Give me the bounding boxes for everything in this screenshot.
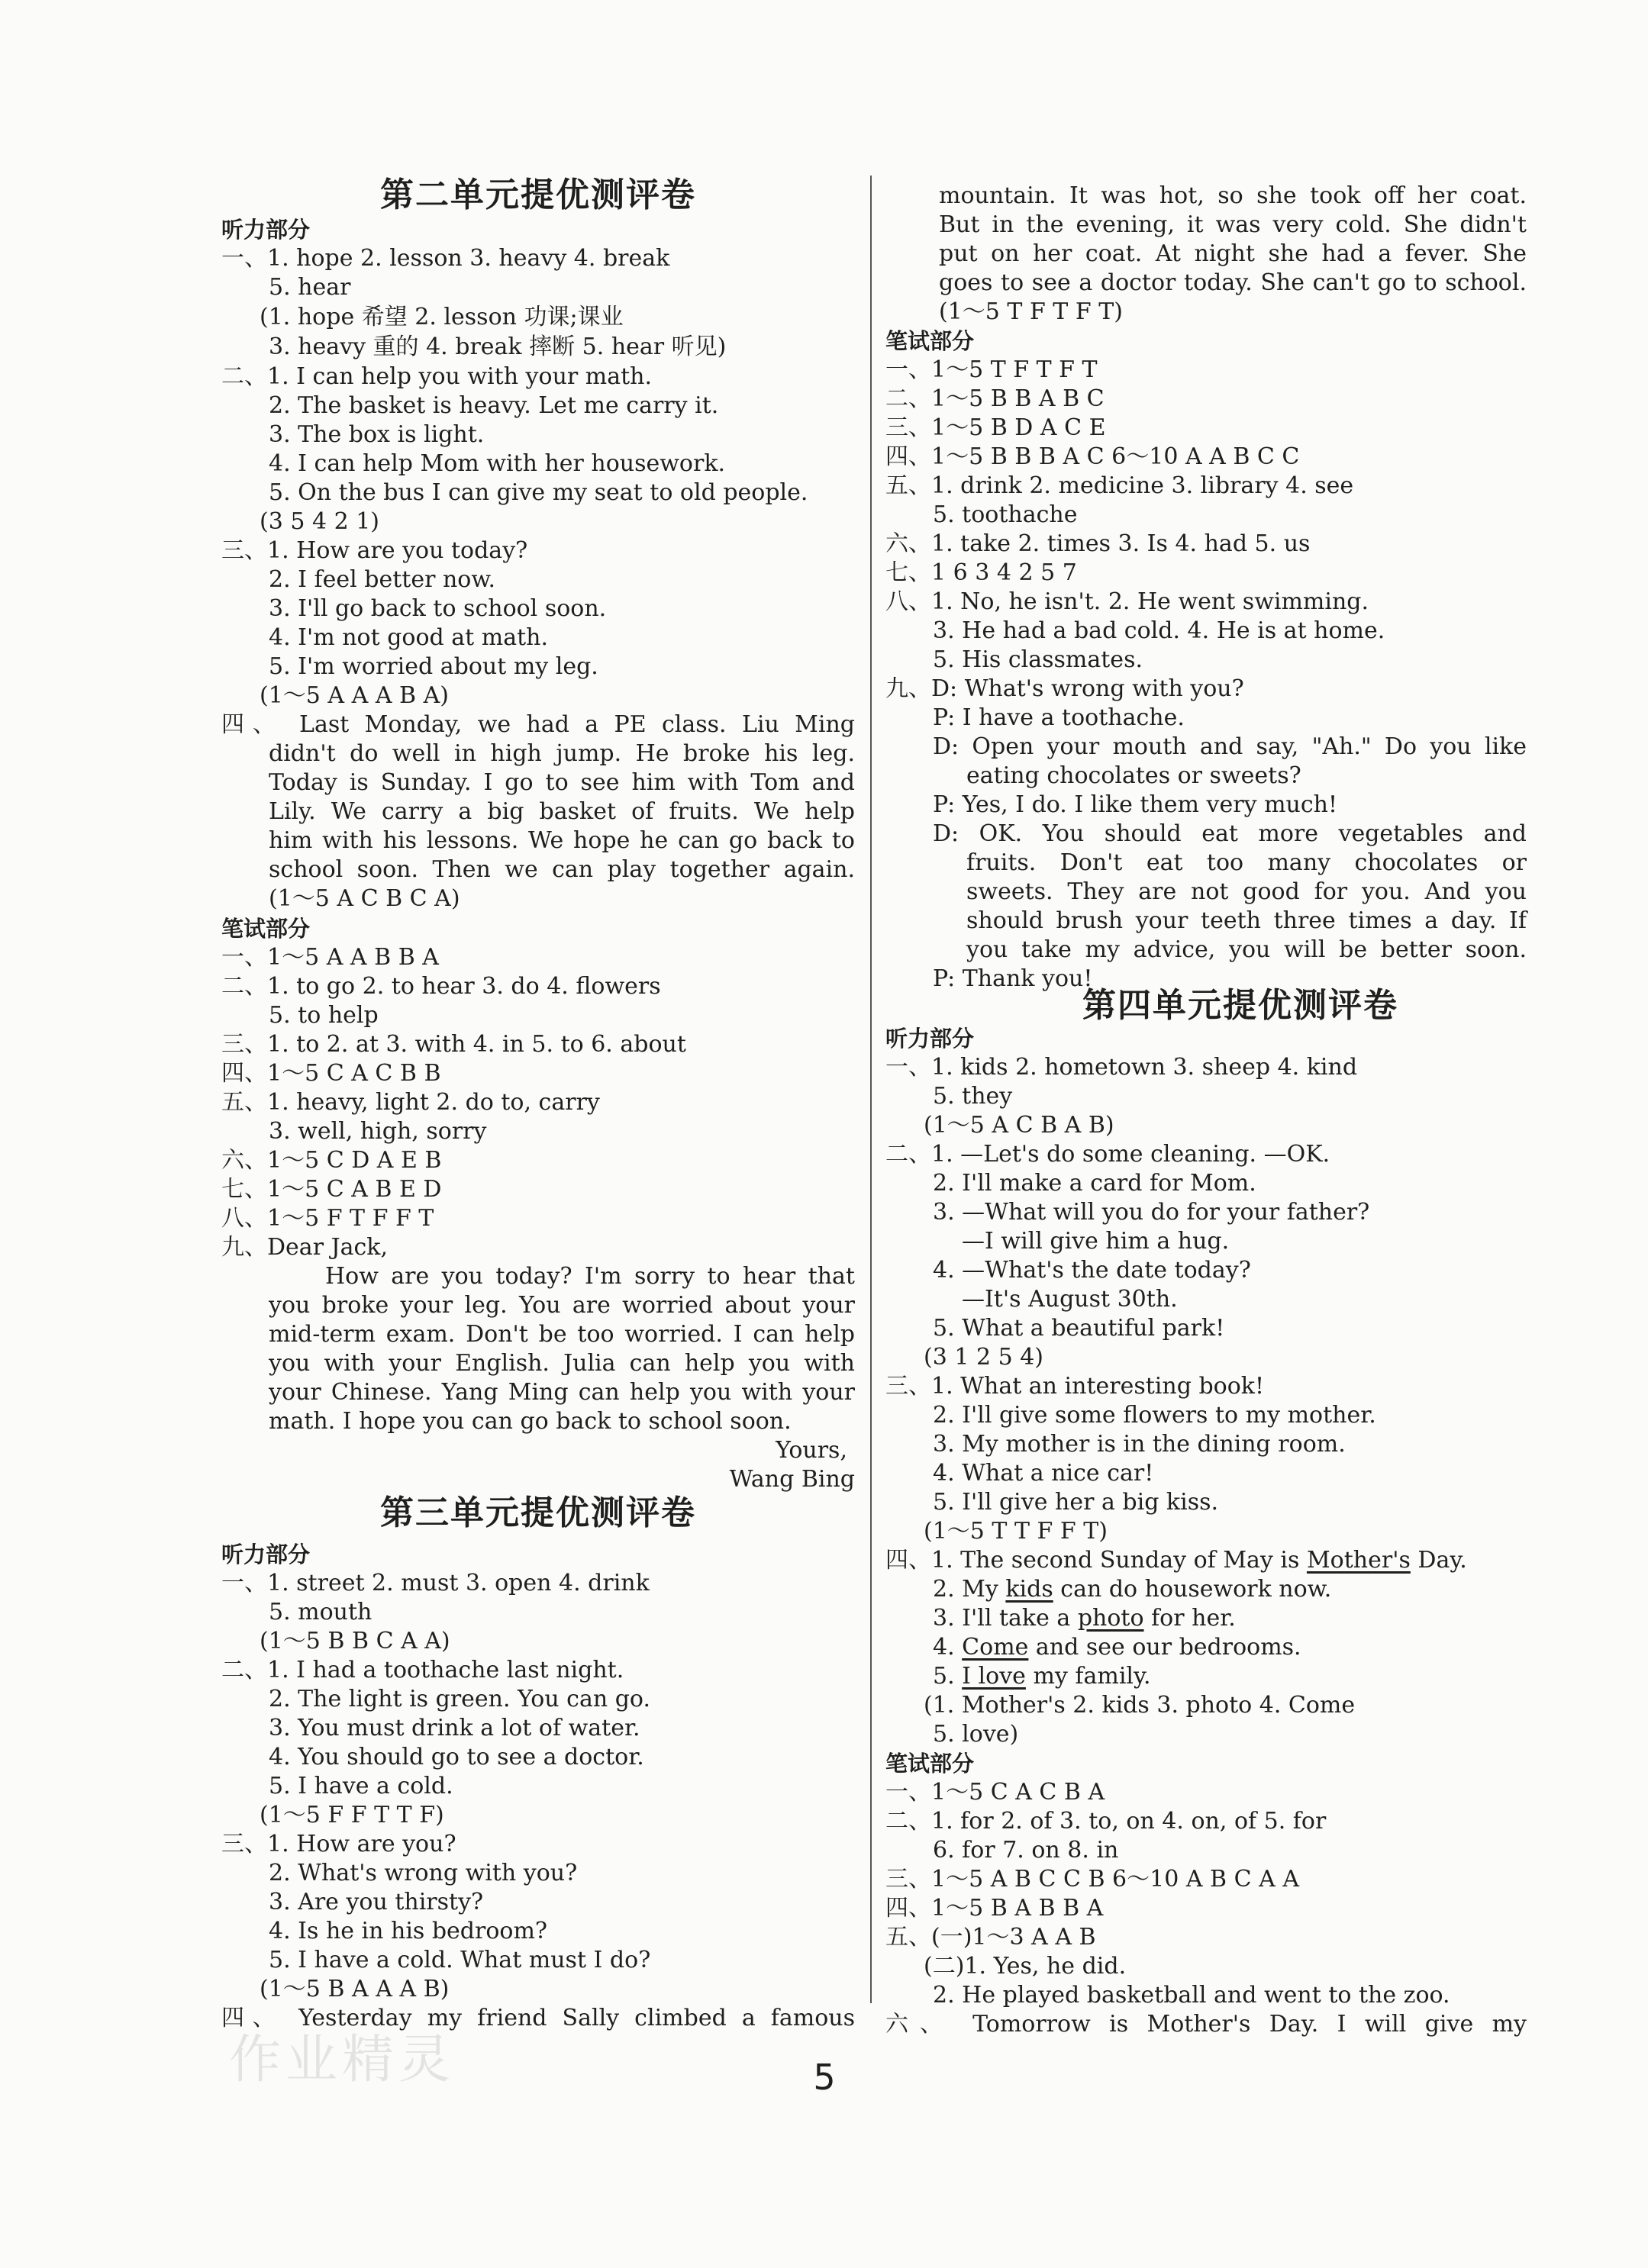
answer-line: 2. He played basketball and went to the zoo.: [933, 1982, 1450, 2009]
answer-line: 五、1. heavy, light 2. do to, carry: [221, 1089, 600, 1116]
page-number: 5: [813, 2057, 836, 2098]
answer-line: 5. mouth: [269, 1599, 372, 1625]
passage-line: goes to see a doctor today. She can't go to school.: [939, 269, 1527, 296]
letter-line: mid-term exam. Don't be too worried. I can help: [269, 1321, 855, 1348]
answer-line: 三、1. How are you today?: [221, 537, 528, 564]
answer-line: (1～5 A C B A B): [924, 1112, 1114, 1139]
answer-line: 4. You should go to see a doctor.: [269, 1744, 644, 1770]
answer-line: 三、1. to 2. at 3. with 4. in 5. to 6. about: [221, 1031, 686, 1058]
answer-line: 四、 Last Monday, we had a PE class. Liu Ming: [221, 711, 855, 738]
answer-line: 5. What a beautiful park!: [933, 1315, 1225, 1342]
answer-line: 4. I'm not good at math.: [269, 624, 549, 651]
answer-line: 二、1～5 B B A B C: [885, 385, 1105, 412]
unit4-title: 第四单元提优测评卷: [1082, 986, 1398, 1025]
answer-line: 5. to help: [269, 1002, 379, 1029]
unit3-listening-heading: 听力部分: [221, 1542, 311, 1567]
answer-line: 3. heavy 重的 4. break 摔断 5. hear 听见): [269, 333, 727, 360]
answer-line: 3. —What will you do for your father?: [933, 1199, 1370, 1226]
letter-signature: Wang Bing: [729, 1466, 855, 1493]
answer-line: 一、1～5 A A B B A: [221, 944, 439, 971]
answer-line: 2. My kids can do housework now.: [933, 1576, 1332, 1603]
answer-line: 二、1. I had a toothache last night.: [221, 1657, 624, 1683]
dialogue-line: 九、D: What's wrong with you?: [885, 675, 1244, 702]
dialogue-line: should brush your teeth three times a day. If: [966, 907, 1527, 934]
answer-line: 5. toothache: [933, 501, 1078, 528]
answer-line: 一、1. street 2. must 3. open 4. drink: [221, 1570, 650, 1596]
unit4-writing-heading: 笔试部分: [885, 1751, 975, 1777]
answer-line: 3. I'll take a photo for her.: [933, 1605, 1236, 1632]
answer-line: 一、1～5 C A C B A: [885, 1779, 1105, 1806]
answer-line: 三、1. What an interesting book!: [885, 1373, 1265, 1400]
watermark: 作业精灵: [229, 2030, 456, 2090]
dialogue-line: P: Yes, I do. I like them very much!: [933, 791, 1338, 818]
dialogue-line: P: Thank you!: [933, 965, 1093, 992]
unit2-listening-heading: 听力部分: [221, 217, 311, 243]
answer-line: 4. Is he in his bedroom?: [269, 1918, 548, 1944]
answer-line: (1～5 A C B C A): [269, 885, 460, 912]
dialogue-line: D: OK. You should eat more vegetables and: [933, 820, 1527, 847]
unit4-listening-heading: 听力部分: [885, 1026, 975, 1052]
answer-line: (3 1 2 5 4): [924, 1344, 1043, 1371]
answer-line: 五、(一)1～3 A A B: [885, 1924, 1096, 1951]
answer-line: (1～5 T F T F T): [939, 298, 1123, 325]
answer-line: 3. You must drink a lot of water.: [269, 1715, 640, 1741]
answer-line: 5. I love my family.: [933, 1663, 1151, 1690]
answer-line: 2. I'll give some flowers to my mother.: [933, 1402, 1376, 1429]
answer-line: 5. On the bus I can give my seat to old people.: [269, 479, 808, 506]
letter-line: your Chinese. Yang Ming can help you with your: [269, 1379, 855, 1406]
answer-line: 2. The light is green. You can go.: [269, 1686, 650, 1712]
answer-line: 3. well, high, sorry: [269, 1118, 487, 1145]
letter-line: you with your English. Julia can help you with: [269, 1350, 855, 1377]
answer-line: 3. The box is light.: [269, 421, 485, 448]
answer-line: 3. He had a bad cold. 4. He is at home.: [933, 617, 1385, 644]
dialogue-line: fruits. Don't eat too many chocolates or: [966, 849, 1527, 876]
answer-line: 5. I have a cold. What must I do?: [269, 1947, 651, 1973]
letter-line: math. I hope you can go back to school soon.: [269, 1408, 792, 1435]
answer-line: 2. I'll make a card for Mom.: [933, 1170, 1256, 1197]
answer-line: (1～5 A A A B A): [260, 682, 449, 709]
passage-line: put on her coat. At night she had a fever. She: [939, 240, 1527, 267]
answer-line: 5. love): [933, 1721, 1019, 1748]
answer-line: 三、1～5 A B C C B 6～10 A B C A A: [885, 1866, 1299, 1893]
answer-line: school soon. Then we can play together again.: [269, 856, 855, 883]
dialogue-line: sweets. They are not good for you. And you: [966, 878, 1527, 905]
passage-line: mountain. It was hot, so she took off her coat.: [939, 182, 1527, 209]
answer-line: 四、1. The second Sunday of May is Mother's Day.: [885, 1547, 1467, 1574]
answer-line: 5. I have a cold.: [269, 1773, 453, 1799]
answer-line: (3 5 4 2 1): [260, 508, 379, 535]
answer-line: 四、 Yesterday my friend Sally climbed a famous: [221, 2005, 855, 2031]
answer-line: 6. for 7. on 8. in: [933, 1837, 1119, 1864]
answer-line: 3. Are you thirsty?: [269, 1889, 484, 1915]
column-divider: [870, 176, 872, 2003]
answer-line: (1～5 B A A A B): [260, 1976, 450, 2002]
answer-line: (1～5 B B C A A): [260, 1628, 450, 1654]
answer-line: 二、1. I can help you with your math.: [221, 363, 653, 390]
answer-line: 2. What's wrong with you?: [269, 1860, 578, 1886]
answer-line: 九、Dear Jack,: [221, 1234, 388, 1261]
answer-line: 七、1～5 C A B E D: [221, 1176, 442, 1203]
answer-line: Today is Sunday. I go to see him with Tom and: [269, 769, 855, 796]
answer-line: 3. I'll go back to school soon.: [269, 595, 607, 622]
answer-line: 七、1 6 3 4 2 5 7: [885, 559, 1077, 586]
answer-line: 六、1～5 C D A E B: [221, 1147, 442, 1174]
dialogue-line: you take my advice, you will be better soon.: [966, 936, 1527, 963]
answer-line: 一、1～5 T F T F T: [885, 356, 1098, 383]
answer-line: 五、1. drink 2. medicine 3. library 4. see: [885, 472, 1354, 499]
answer-line: 3. My mother is in the dining room.: [933, 1431, 1346, 1458]
answer-line: 5. hear: [269, 274, 351, 301]
letter-line: you broke your leg. You are worried about your: [269, 1292, 855, 1319]
answer-line: didn't do well in high jump. He broke his leg.: [269, 740, 855, 767]
answer-line: 八、1. No, he isn't. 2. He went swimming.: [885, 588, 1369, 615]
answer-line: 5. they: [933, 1083, 1013, 1110]
answer-line: 一、1. kids 2. hometown 3. sheep 4. kind: [885, 1054, 1358, 1081]
answer-line: (1. Mother's 2. kids 3. photo 4. Come: [924, 1692, 1356, 1719]
answer-line: 四、1～5 B B B A C 6～10 A A B C C: [885, 443, 1300, 470]
answer-line: 一、1. hope 2. lesson 3. heavy 4. break: [221, 245, 670, 272]
answer-line: (1～5 T T F F T): [924, 1518, 1108, 1545]
answer-line: 八、1～5 F T F F T: [221, 1205, 434, 1232]
answer-line: 4. Come and see our bedrooms.: [933, 1634, 1301, 1661]
answer-line: 二、1. —Let's do some cleaning. —OK.: [885, 1141, 1330, 1168]
answer-line: 5. I'm worried about my leg.: [269, 653, 598, 680]
unit2-title: 第二单元提优测评卷: [380, 176, 696, 214]
answer-line: 2. I feel better now.: [269, 566, 496, 593]
answer-line: 六、 Tomorrow is Mother's Day. I will give my: [885, 2011, 1527, 2038]
unit3-title: 第三单元提优测评卷: [380, 1493, 696, 1532]
answer-line: 4. What a nice car!: [933, 1460, 1154, 1487]
answer-line: Lily. We carry a big basket of fruits. We help: [269, 798, 855, 825]
answer-line: 二、1. for 2. of 3. to, on 4. on, of 5. for: [885, 1808, 1327, 1835]
answer-line: 二、1. to go 2. to hear 3. do 4. flowers: [221, 973, 661, 1000]
answer-line: 四、1～5 C A C B B: [221, 1060, 441, 1087]
answer-line: —I will give him a hug.: [962, 1228, 1230, 1255]
unit2-writing-heading: 笔试部分: [221, 916, 311, 942]
answer-line: him with his lessons. We hope he can go back to: [269, 827, 855, 854]
answer-line: 5. His classmates.: [933, 646, 1143, 673]
answer-line: 2. The basket is heavy. Let me carry it.: [269, 392, 719, 419]
unit3-writing-heading: 笔试部分: [885, 328, 975, 354]
answer-line: 5. I'll give her a big kiss.: [933, 1489, 1219, 1516]
dialogue-line: D: Open your mouth and say, "Ah." Do you like: [933, 733, 1527, 760]
answer-line: (1～5 F F T T F): [260, 1802, 444, 1828]
answer-line: 4. —What's the date today?: [933, 1257, 1251, 1284]
letter-line: How are you today? I'm sorry to hear that: [325, 1263, 855, 1290]
answer-line: 六、1. take 2. times 3. Is 4. had 5. us: [885, 530, 1311, 557]
answer-line: —It's August 30th.: [962, 1286, 1178, 1313]
letter-closing: Yours,: [776, 1437, 847, 1464]
dialogue-line: eating chocolates or sweets?: [966, 762, 1301, 789]
answer-line: 四、1～5 B A B B A: [885, 1895, 1104, 1922]
dialogue-line: P: I have a toothache.: [933, 704, 1185, 731]
answer-line: 4. I can help Mom with her housework.: [269, 450, 726, 477]
passage-line: But in the evening, it was very cold. She didn't: [939, 211, 1527, 238]
answer-line: (二)1. Yes, he did.: [924, 1953, 1127, 1980]
answer-line: 三、1～5 B D A C E: [885, 414, 1106, 441]
answer-line: (1. hope 希望 2. lesson 功课;课业: [260, 304, 624, 330]
answer-line: 三、1. How are you?: [221, 1831, 456, 1857]
